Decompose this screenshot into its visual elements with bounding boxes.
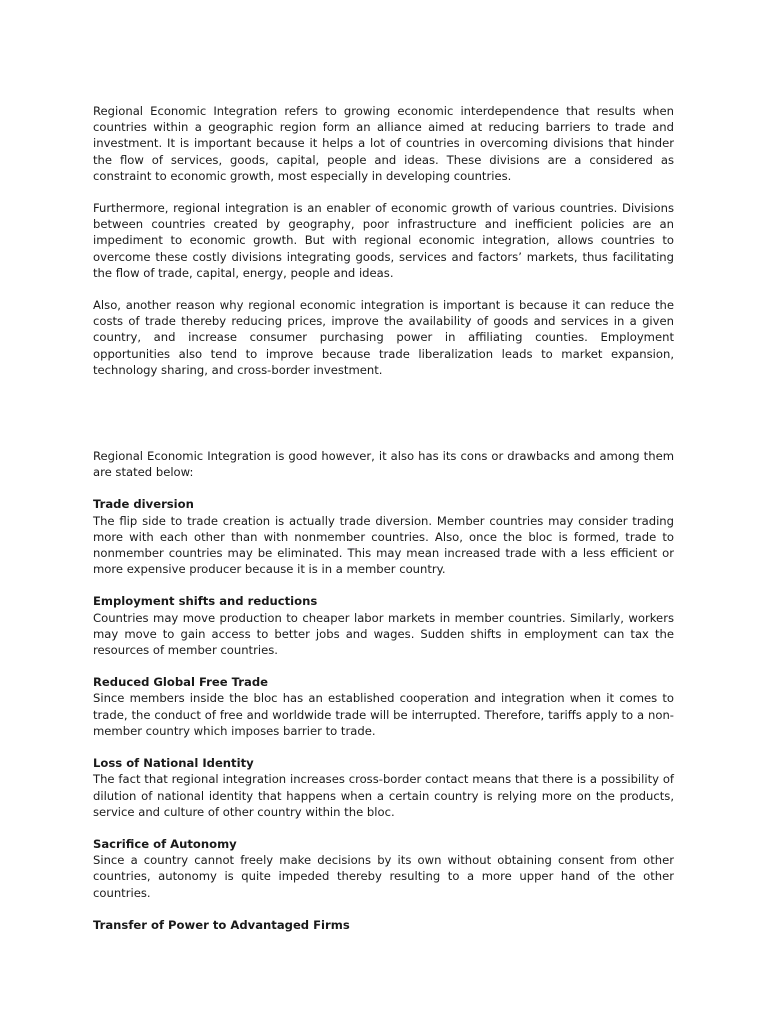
section-body: Since a country cannot freely make decisions by its own without obtaining consent from other countries, autonomy is quite impeded thereby resulting to a more upper hand of the other countries. [93,853,674,900]
section-reduced-global-free-trade [93,674,674,739]
section-heading: Trade diversion [93,497,194,512]
section-trade-diversion [93,496,674,577]
section-gap [93,394,674,448]
document-page [93,103,674,949]
section-transfer-of-power [93,917,674,933]
intro-paragraph: Furthermore, regional integration is an enabler of economic growth of various countries. Divisions between countries created by geography, poor infrastructure and inefficient policies are an impediment to economic growth. But with regional economic integration, allows countries to overcome these costly divisions integrating goods, services and factors’ markets, thus facilitating the flow of trade, capital, energy, people and ideas. [93,201,674,280]
section-body: The fact that regional integration increases cross-border contact means that there is a possibility of dilution of national identity that happens when a certain country is relying more on the products, service and culture of other country within the bloc. [93,772,674,819]
cons-intro-paragraph: Regional Economic Integration is good however, it also has its cons or drawbacks and among them are stated below: [93,449,674,480]
section-body: Since members inside the bloc has an established cooperation and integration when it comes to trade, the conduct of free and worldwide trade will be interrupted. Therefore, tariffs apply to a non-member country which imposes barrier to trade. [93,691,674,738]
section-sacrifice-of-autonomy [93,836,674,901]
section-heading: Loss of National Identity [93,756,254,771]
intro-paragraph: Regional Economic Integration refers to growing economic interdependence that results when countries within a geographic region form an alliance aimed at reducing barriers to trade and investment. It is important because it helps a lot of countries in overcoming divisions that hinder the flow of services, goods, capital, people and ideas. These divisions are a considered as constraint to economic growth, most especially in developing countries. [93,104,674,183]
section-body: Countries may move production to cheaper labor markets in member countries. Similarly, workers may move to gain access to better jobs and wages. Sudden shifts in employment can tax the resources of member countries. [93,610,674,658]
section-employment-shifts [93,593,674,658]
section-heading: Sacrifice of Autonomy [93,836,237,851]
section-heading: Reduced Global Free Trade [93,675,268,690]
section-loss-of-national-identity [93,755,674,820]
intro-paragraph: Also, another reason why regional economic integration is important is because it can reduce the costs of trade thereby reducing prices, improve the availability of goods and services in a given country, and increase consumer purchasing power in affiliating counties. Employment opportunities also tend to improve because trade liberalization leads to market expansion, technology sharing, and cross-border investment. [93,298,674,377]
section-heading: Transfer of Power to Advantaged Firms [93,917,350,932]
section-heading: Employment shifts and reductions [93,594,318,609]
section-body: The flip side to trade creation is actually trade diversion. Member countries may consider trading more with each other than with nonmember countries. Also, once the bloc is formed, trade to nonmember countries may be eliminated. This may mean increased trade with a less efficient or more expensive producer because it is in a member country. [93,513,674,577]
